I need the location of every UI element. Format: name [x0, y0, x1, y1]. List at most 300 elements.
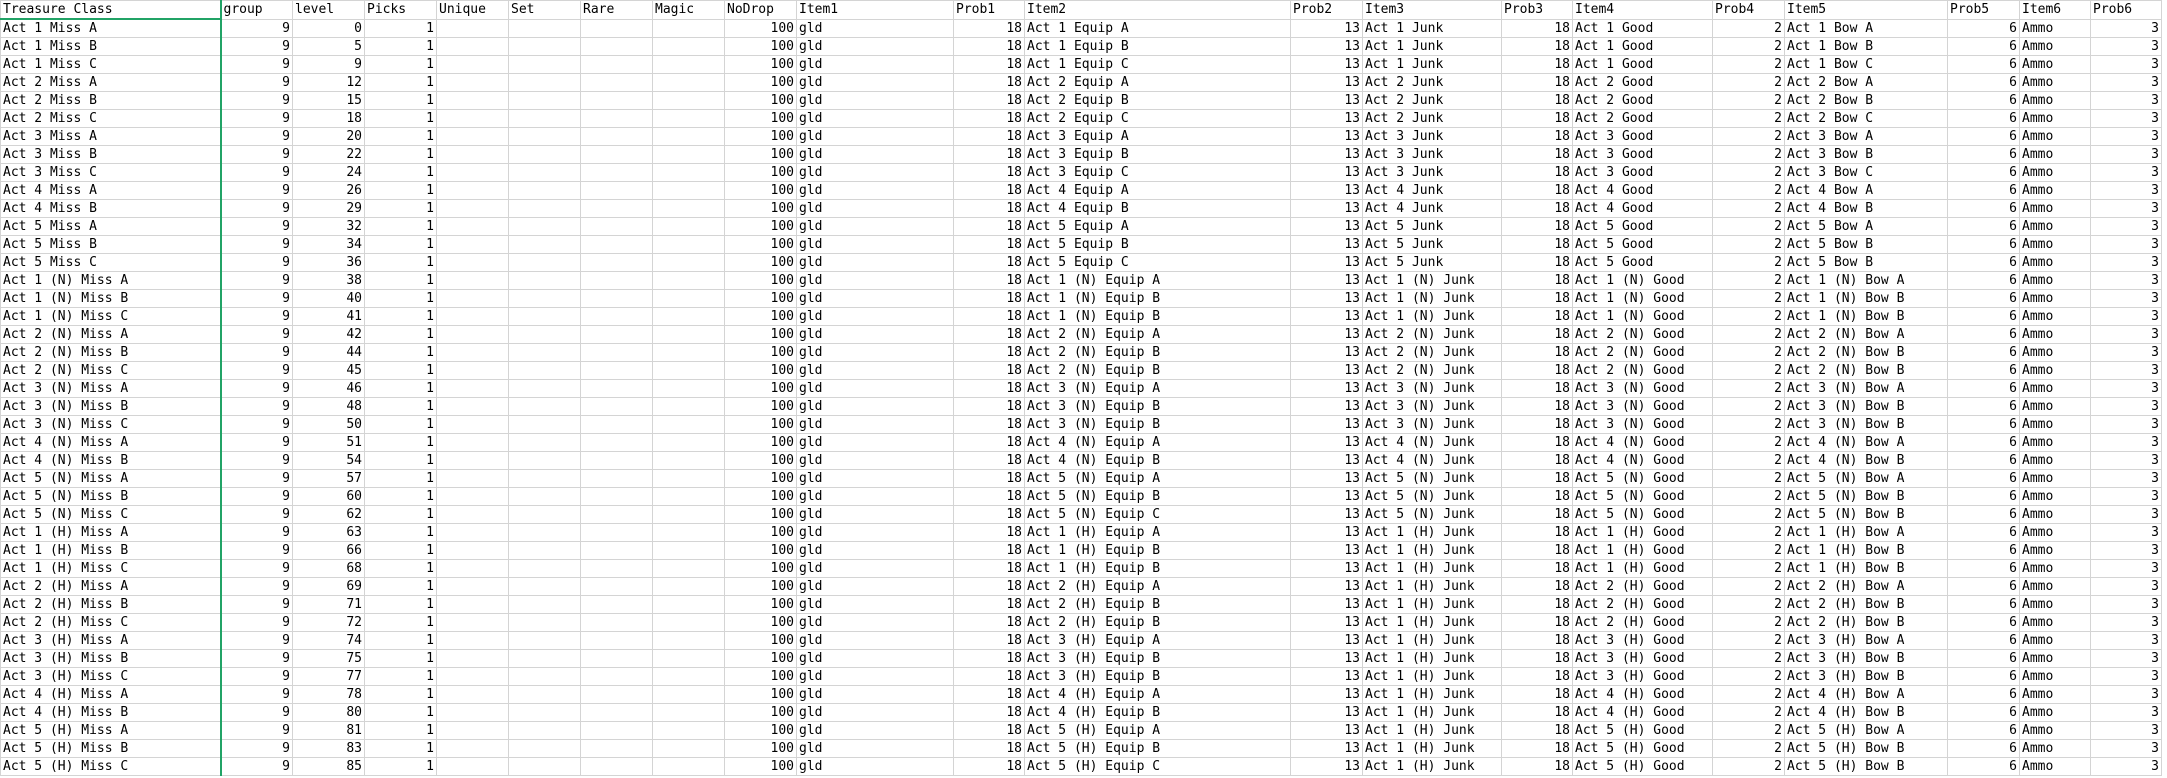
cell[interactable]: Ammo	[2020, 740, 2091, 758]
cell[interactable]: 2	[1713, 650, 1785, 668]
cell[interactable]: 3	[2091, 506, 2162, 524]
cell[interactable]: Act 2 (N) Miss A	[1, 326, 221, 344]
cell[interactable]	[437, 146, 509, 164]
cell[interactable]: 3	[2091, 380, 2162, 398]
cell[interactable]: 18	[1502, 542, 1573, 560]
cell[interactable]: 12	[293, 74, 365, 92]
cell[interactable]	[653, 506, 725, 524]
cell[interactable]	[581, 344, 653, 362]
cell[interactable]: 18	[1502, 92, 1573, 110]
cell[interactable]: 2	[1713, 686, 1785, 704]
cell[interactable]: Act 3 Equip C	[1025, 164, 1291, 182]
cell[interactable]: 18	[954, 110, 1025, 128]
cell[interactable]: Act 1 (N) Bow B	[1785, 308, 1948, 326]
cell[interactable]: Ammo	[2020, 506, 2091, 524]
cell[interactable]: Act 3 (H) Equip B	[1025, 668, 1291, 686]
cell[interactable]: 3	[2091, 326, 2162, 344]
cell[interactable]: 18	[1502, 434, 1573, 452]
cell[interactable]: Ammo	[2020, 74, 2091, 92]
cell[interactable]	[509, 164, 581, 182]
cell[interactable]: Act 1 (N) Equip B	[1025, 308, 1291, 326]
cell[interactable]: Act 2 (H) Equip B	[1025, 596, 1291, 614]
cell[interactable]: Act 4 (H) Equip A	[1025, 686, 1291, 704]
cell[interactable]: Act 2 Miss A	[1, 74, 221, 92]
cell[interactable]: 6	[1948, 614, 2020, 632]
cell[interactable]: Act 4 Bow B	[1785, 200, 1948, 218]
cell[interactable]: 50	[293, 416, 365, 434]
cell[interactable]: 6	[1948, 344, 2020, 362]
cell[interactable]: 1	[365, 236, 437, 254]
cell[interactable]: 13	[1291, 452, 1363, 470]
cell[interactable]: 9	[221, 290, 293, 308]
cell[interactable]	[581, 416, 653, 434]
cell[interactable]: gld	[797, 740, 954, 758]
cell[interactable]	[437, 56, 509, 74]
cell[interactable]: 100	[725, 74, 797, 92]
cell[interactable]: Act 1 Miss A	[1, 19, 221, 38]
cell[interactable]: 13	[1291, 218, 1363, 236]
cell[interactable]: Ammo	[2020, 92, 2091, 110]
cell[interactable]: 18	[954, 254, 1025, 272]
cell[interactable]: 18	[954, 164, 1025, 182]
cell[interactable]: gld	[797, 254, 954, 272]
cell[interactable]: 2	[1713, 200, 1785, 218]
cell[interactable]: gld	[797, 452, 954, 470]
cell[interactable]: Act 1 (N) Bow A	[1785, 272, 1948, 290]
cell[interactable]: 18	[1502, 470, 1573, 488]
cell[interactable]: 18	[1502, 524, 1573, 542]
cell[interactable]: 18	[1502, 110, 1573, 128]
cell[interactable]: 2	[1713, 308, 1785, 326]
cell[interactable]	[437, 308, 509, 326]
cell[interactable]: Act 5 Bow A	[1785, 218, 1948, 236]
cell[interactable]: 1	[365, 560, 437, 578]
cell[interactable]: 3	[2091, 704, 2162, 722]
cell[interactable]	[653, 38, 725, 56]
cell[interactable]	[653, 614, 725, 632]
cell[interactable]: 6	[1948, 362, 2020, 380]
cell[interactable]: 1	[365, 470, 437, 488]
cell[interactable]: Act 5 Equip C	[1025, 254, 1291, 272]
cell[interactable]: 13	[1291, 614, 1363, 632]
cell[interactable]: 34	[293, 236, 365, 254]
cell[interactable]	[437, 668, 509, 686]
column-header[interactable]: Unique	[437, 1, 509, 20]
cell[interactable]: gld	[797, 668, 954, 686]
cell[interactable]	[509, 74, 581, 92]
cell[interactable]: Act 4 Equip B	[1025, 200, 1291, 218]
cell[interactable]: 6	[1948, 722, 2020, 740]
cell[interactable]	[437, 38, 509, 56]
cell[interactable]: Act 3 Junk	[1363, 164, 1502, 182]
cell[interactable]: 29	[293, 200, 365, 218]
cell[interactable]	[653, 452, 725, 470]
cell[interactable]: gld	[797, 164, 954, 182]
cell[interactable]: gld	[797, 722, 954, 740]
cell[interactable]: gld	[797, 632, 954, 650]
cell[interactable]: Act 3 Bow A	[1785, 128, 1948, 146]
cell[interactable]: Act 4 (N) Miss A	[1, 434, 221, 452]
cell[interactable]: Act 2 Junk	[1363, 110, 1502, 128]
cell[interactable]: 36	[293, 254, 365, 272]
cell[interactable]: 75	[293, 650, 365, 668]
cell[interactable]: 6	[1948, 56, 2020, 74]
cell[interactable]: 18	[954, 308, 1025, 326]
cell[interactable]: Act 4 (H) Miss A	[1, 686, 221, 704]
cell[interactable]	[509, 542, 581, 560]
cell[interactable]	[509, 524, 581, 542]
cell[interactable]	[437, 632, 509, 650]
cell[interactable]	[437, 110, 509, 128]
cell[interactable]: Act 3 (H) Equip B	[1025, 650, 1291, 668]
cell[interactable]	[581, 614, 653, 632]
cell[interactable]: 1	[365, 362, 437, 380]
cell[interactable]: gld	[797, 182, 954, 200]
cell[interactable]: Act 1 (H) Junk	[1363, 542, 1502, 560]
cell[interactable]: 13	[1291, 290, 1363, 308]
cell[interactable]: 1	[365, 542, 437, 560]
cell[interactable]	[581, 164, 653, 182]
cell[interactable]: 9	[221, 236, 293, 254]
cell[interactable]: 9	[221, 416, 293, 434]
cell[interactable]: Act 5 (H) Miss C	[1, 758, 221, 776]
cell[interactable]: 2	[1713, 452, 1785, 470]
cell[interactable]: 100	[725, 380, 797, 398]
cell[interactable]: 18	[954, 668, 1025, 686]
cell[interactable]: 18	[1502, 19, 1573, 38]
cell[interactable]: Act 3 (N) Miss B	[1, 398, 221, 416]
cell[interactable]: 100	[725, 722, 797, 740]
cell[interactable]: 100	[725, 218, 797, 236]
cell[interactable]: Act 5 Equip A	[1025, 218, 1291, 236]
cell[interactable]: 100	[725, 146, 797, 164]
cell[interactable]: 18	[1502, 164, 1573, 182]
cell[interactable]: Act 5 Junk	[1363, 254, 1502, 272]
cell[interactable]: 1	[365, 74, 437, 92]
cell[interactable]	[581, 19, 653, 38]
cell[interactable]: 2	[1713, 614, 1785, 632]
cell[interactable]: Act 1 Junk	[1363, 19, 1502, 38]
cell[interactable]: Act 1 (N) Miss A	[1, 272, 221, 290]
cell[interactable]	[581, 704, 653, 722]
cell[interactable]: 13	[1291, 92, 1363, 110]
cell[interactable]: 13	[1291, 344, 1363, 362]
cell[interactable]: 18	[954, 200, 1025, 218]
cell[interactable]	[581, 398, 653, 416]
cell[interactable]: 18	[1502, 596, 1573, 614]
cell[interactable]: Act 3 Junk	[1363, 146, 1502, 164]
cell[interactable]: 38	[293, 272, 365, 290]
cell[interactable]: 85	[293, 758, 365, 776]
cell[interactable]	[581, 56, 653, 74]
cell[interactable]: 78	[293, 686, 365, 704]
cell[interactable]: Act 2 (H) Bow B	[1785, 614, 1948, 632]
cell[interactable]	[509, 38, 581, 56]
cell[interactable]: 9	[221, 200, 293, 218]
cell[interactable]: 71	[293, 596, 365, 614]
cell[interactable]: 1	[365, 650, 437, 668]
cell[interactable]: Act 4 (H) Good	[1573, 704, 1713, 722]
cell[interactable]: 100	[725, 596, 797, 614]
cell[interactable]: gld	[797, 524, 954, 542]
cell[interactable]: 69	[293, 578, 365, 596]
cell[interactable]: 2	[1713, 254, 1785, 272]
cell[interactable]: 9	[221, 398, 293, 416]
cell[interactable]: 45	[293, 362, 365, 380]
cell[interactable]: 2	[1713, 758, 1785, 776]
cell[interactable]: Act 4 Bow A	[1785, 182, 1948, 200]
cell[interactable]: gld	[797, 542, 954, 560]
cell[interactable]: Act 1 (H) Junk	[1363, 578, 1502, 596]
cell[interactable]: Act 3 (N) Equip B	[1025, 416, 1291, 434]
cell[interactable]: 9	[221, 632, 293, 650]
cell[interactable]: 18	[954, 236, 1025, 254]
cell[interactable]: Act 3 (H) Good	[1573, 668, 1713, 686]
cell[interactable]: Act 2 Bow B	[1785, 92, 1948, 110]
cell[interactable]: Act 2 (N) Junk	[1363, 362, 1502, 380]
cell[interactable]: 9	[221, 110, 293, 128]
cell[interactable]: 51	[293, 434, 365, 452]
cell[interactable]: 2	[1713, 740, 1785, 758]
cell[interactable]: 6	[1948, 578, 2020, 596]
cell[interactable]: 2	[1713, 416, 1785, 434]
cell[interactable]: Act 5 (H) Good	[1573, 758, 1713, 776]
cell[interactable]: 18	[954, 506, 1025, 524]
cell[interactable]	[581, 200, 653, 218]
cell[interactable]	[653, 578, 725, 596]
cell[interactable]: 9	[221, 308, 293, 326]
cell[interactable]	[437, 506, 509, 524]
cell[interactable]: gld	[797, 560, 954, 578]
cell[interactable]: 1	[365, 452, 437, 470]
cell[interactable]	[653, 542, 725, 560]
cell[interactable]	[437, 272, 509, 290]
cell[interactable]: 1	[365, 344, 437, 362]
cell[interactable]: Act 2 Bow A	[1785, 74, 1948, 92]
cell[interactable]	[509, 254, 581, 272]
cell[interactable]: Act 2 (N) Junk	[1363, 326, 1502, 344]
column-header[interactable]: Item5	[1785, 1, 1948, 20]
cell[interactable]	[509, 578, 581, 596]
cell[interactable]: 72	[293, 614, 365, 632]
cell[interactable]: 13	[1291, 146, 1363, 164]
cell[interactable]: 13	[1291, 74, 1363, 92]
cell[interactable]: Act 3 Miss A	[1, 128, 221, 146]
column-header[interactable]: NoDrop	[725, 1, 797, 20]
cell[interactable]: gld	[797, 704, 954, 722]
cell[interactable]: 6	[1948, 416, 2020, 434]
cell[interactable]: 6	[1948, 686, 2020, 704]
cell[interactable]	[581, 668, 653, 686]
cell[interactable]: 57	[293, 470, 365, 488]
cell[interactable]: 9	[221, 19, 293, 38]
cell[interactable]: 1	[365, 164, 437, 182]
cell[interactable]: Ammo	[2020, 308, 2091, 326]
cell[interactable]: 9	[221, 218, 293, 236]
cell[interactable]: 18	[954, 758, 1025, 776]
cell[interactable]	[509, 92, 581, 110]
cell[interactable]: 3	[2091, 38, 2162, 56]
cell[interactable]	[653, 740, 725, 758]
cell[interactable]	[437, 200, 509, 218]
cell[interactable]: 13	[1291, 326, 1363, 344]
column-header[interactable]: Treasure Class	[1, 1, 221, 20]
cell[interactable]: Act 3 Miss C	[1, 164, 221, 182]
cell[interactable]: Act 5 (N) Equip C	[1025, 506, 1291, 524]
cell[interactable]	[437, 362, 509, 380]
cell[interactable]: 18	[1502, 182, 1573, 200]
cell[interactable]: 2	[1713, 434, 1785, 452]
cell[interactable]	[653, 200, 725, 218]
cell[interactable]: Act 1 Equip C	[1025, 56, 1291, 74]
cell[interactable]	[509, 488, 581, 506]
cell[interactable]: 2	[1713, 326, 1785, 344]
cell[interactable]: 18	[1502, 506, 1573, 524]
cell[interactable]: 18	[954, 344, 1025, 362]
cell[interactable]: Act 3 Good	[1573, 146, 1713, 164]
cell[interactable]: gld	[797, 146, 954, 164]
cell[interactable]: 9	[221, 146, 293, 164]
cell[interactable]: Act 5 Miss C	[1, 254, 221, 272]
cell[interactable]: Act 5 (N) Junk	[1363, 506, 1502, 524]
cell[interactable]: Ammo	[2020, 398, 2091, 416]
cell[interactable]: 18	[954, 326, 1025, 344]
cell[interactable]: Act 4 (H) Bow B	[1785, 704, 1948, 722]
cell[interactable]: 1	[365, 290, 437, 308]
cell[interactable]: Act 1 Good	[1573, 38, 1713, 56]
cell[interactable]: 13	[1291, 308, 1363, 326]
cell[interactable]	[437, 326, 509, 344]
cell[interactable]: Act 5 (N) Miss B	[1, 488, 221, 506]
cell[interactable]: Act 5 (H) Good	[1573, 722, 1713, 740]
cell[interactable]: 26	[293, 182, 365, 200]
cell[interactable]	[653, 470, 725, 488]
cell[interactable]: gld	[797, 488, 954, 506]
cell[interactable]: Act 5 (H) Miss B	[1, 740, 221, 758]
cell[interactable]	[581, 326, 653, 344]
cell[interactable]: Act 3 (H) Good	[1573, 650, 1713, 668]
cell[interactable]: 6	[1948, 506, 2020, 524]
cell[interactable]: Act 5 (N) Junk	[1363, 488, 1502, 506]
cell[interactable]: 13	[1291, 668, 1363, 686]
cell[interactable]: Act 3 (N) Good	[1573, 398, 1713, 416]
cell[interactable]	[653, 164, 725, 182]
cell[interactable]: 9	[221, 452, 293, 470]
cell[interactable]: Act 5 (N) Good	[1573, 506, 1713, 524]
cell[interactable]: 100	[725, 452, 797, 470]
cell[interactable]: Act 5 (H) Good	[1573, 740, 1713, 758]
cell[interactable]: 13	[1291, 272, 1363, 290]
cell[interactable]: 13	[1291, 182, 1363, 200]
cell[interactable]: 48	[293, 398, 365, 416]
cell[interactable]: Ammo	[2020, 218, 2091, 236]
cell[interactable]: Act 3 (N) Miss C	[1, 416, 221, 434]
cell[interactable]: 3	[2091, 434, 2162, 452]
cell[interactable]: Ammo	[2020, 110, 2091, 128]
cell[interactable]: Ammo	[2020, 254, 2091, 272]
cell[interactable]: 22	[293, 146, 365, 164]
cell[interactable]: 13	[1291, 164, 1363, 182]
cell[interactable]	[437, 92, 509, 110]
cell[interactable]: 63	[293, 524, 365, 542]
cell[interactable]: Act 3 Bow C	[1785, 164, 1948, 182]
cell[interactable]: 60	[293, 488, 365, 506]
cell[interactable]: 3	[2091, 19, 2162, 38]
cell[interactable]	[509, 740, 581, 758]
cell[interactable]: 2	[1713, 128, 1785, 146]
cell[interactable]: 100	[725, 578, 797, 596]
cell[interactable]	[581, 128, 653, 146]
cell[interactable]: Act 5 (H) Equip A	[1025, 722, 1291, 740]
cell[interactable]: Act 3 (N) Good	[1573, 380, 1713, 398]
cell[interactable]	[653, 344, 725, 362]
cell[interactable]: 9	[221, 254, 293, 272]
cell[interactable]: 3	[2091, 686, 2162, 704]
cell[interactable]: gld	[797, 236, 954, 254]
cell[interactable]: Act 1 (H) Bow A	[1785, 524, 1948, 542]
cell[interactable]: 66	[293, 542, 365, 560]
cell[interactable]: Act 4 (H) Good	[1573, 686, 1713, 704]
cell[interactable]: 1	[365, 668, 437, 686]
cell[interactable]	[653, 92, 725, 110]
column-header[interactable]: Prob6	[2091, 1, 2162, 20]
cell[interactable]: Act 1 Miss C	[1, 56, 221, 74]
cell[interactable]: Ammo	[2020, 614, 2091, 632]
cell[interactable]: 18	[1502, 686, 1573, 704]
cell[interactable]: Act 2 (H) Good	[1573, 614, 1713, 632]
column-header[interactable]: Item3	[1363, 1, 1502, 20]
cell[interactable]: Act 5 (H) Equip B	[1025, 740, 1291, 758]
cell[interactable]: 9	[221, 74, 293, 92]
cell[interactable]: 100	[725, 632, 797, 650]
cell[interactable]: Act 1 (H) Junk	[1363, 650, 1502, 668]
cell[interactable]: Act 5 Miss A	[1, 218, 221, 236]
cell[interactable]	[509, 596, 581, 614]
cell[interactable]: 80	[293, 704, 365, 722]
cell[interactable]: Act 5 (N) Good	[1573, 488, 1713, 506]
cell[interactable]: 18	[1502, 488, 1573, 506]
cell[interactable]	[509, 56, 581, 74]
cell[interactable]: 9	[221, 542, 293, 560]
cell[interactable]: Act 5 (H) Miss A	[1, 722, 221, 740]
cell[interactable]: Act 2 (H) Miss B	[1, 596, 221, 614]
cell[interactable]	[653, 146, 725, 164]
cell[interactable]: 13	[1291, 704, 1363, 722]
cell[interactable]	[437, 344, 509, 362]
cell[interactable]	[437, 74, 509, 92]
cell[interactable]: 68	[293, 560, 365, 578]
cell[interactable]: 77	[293, 668, 365, 686]
cell[interactable]	[437, 704, 509, 722]
cell[interactable]: 2	[1713, 668, 1785, 686]
cell[interactable]	[509, 344, 581, 362]
cell[interactable]: 18	[954, 596, 1025, 614]
cell[interactable]: 81	[293, 722, 365, 740]
cell[interactable]: 3	[2091, 272, 2162, 290]
cell[interactable]: 13	[1291, 200, 1363, 218]
cell[interactable]: Ammo	[2020, 290, 2091, 308]
cell[interactable]: 100	[725, 560, 797, 578]
cell[interactable]: 18	[954, 416, 1025, 434]
cell[interactable]: 9	[221, 128, 293, 146]
cell[interactable]: 9	[221, 506, 293, 524]
cell[interactable]: Act 4 Good	[1573, 182, 1713, 200]
column-header[interactable]: Item4	[1573, 1, 1713, 20]
cell[interactable]	[653, 398, 725, 416]
cell[interactable]: Act 3 (H) Bow B	[1785, 668, 1948, 686]
cell[interactable]: gld	[797, 614, 954, 632]
cell[interactable]: 18	[954, 452, 1025, 470]
